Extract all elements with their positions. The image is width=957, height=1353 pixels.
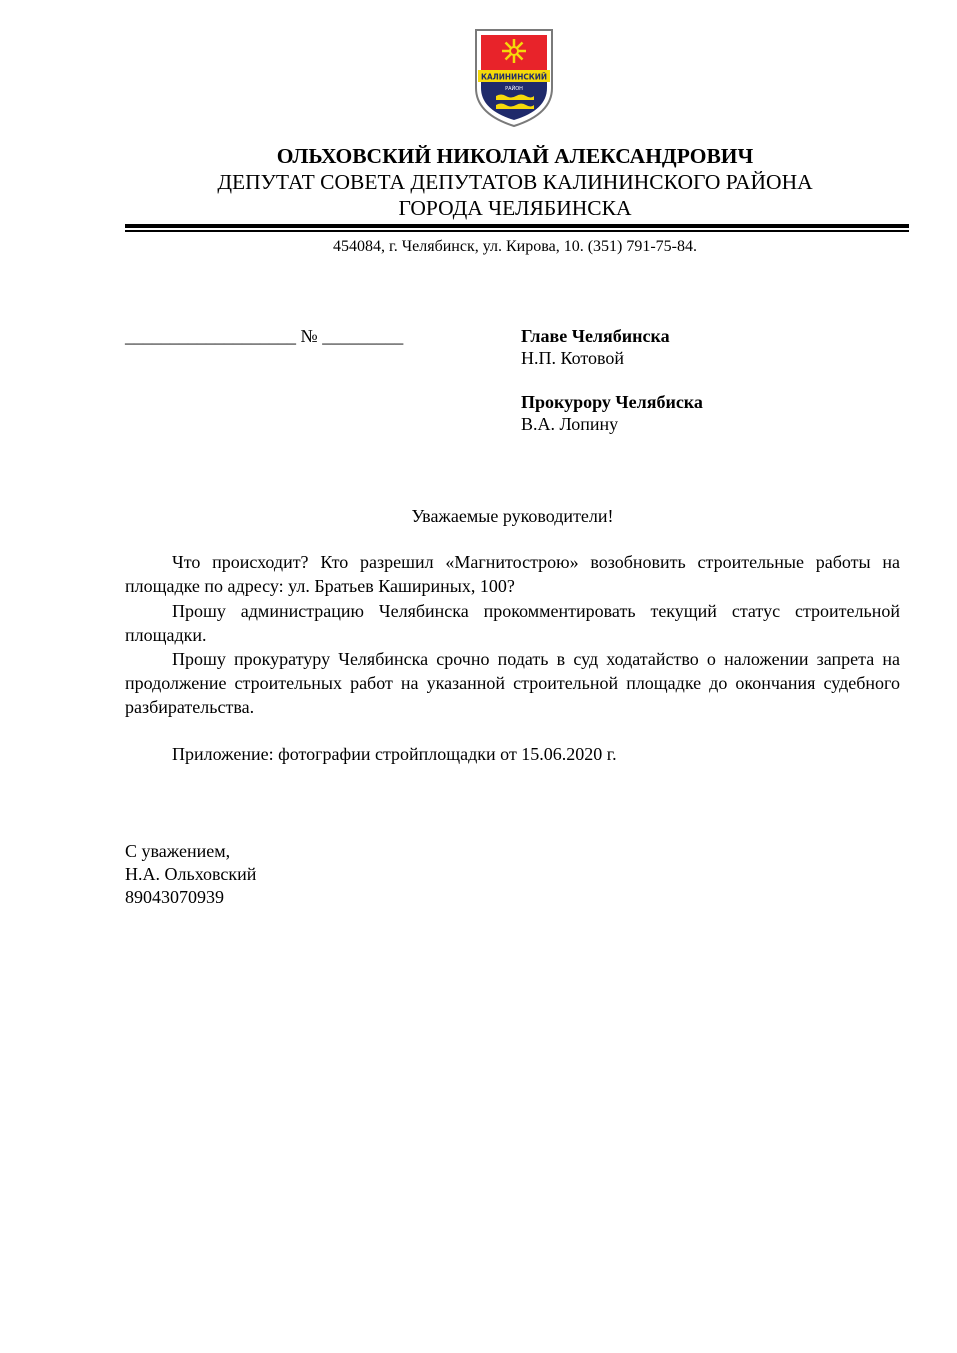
signature-closing: С уважением, <box>125 841 231 861</box>
header-rule-thick <box>125 224 909 228</box>
date-blank: ___________________ <box>125 326 296 346</box>
deputy-position-line1: ДЕПУТАТ СОВЕТА ДЕПУТАТОВ КАЛИНИНСКОГО РАЙОНА <box>217 170 813 194</box>
header-rule-thin <box>125 230 909 232</box>
emblem-text-top: КАЛИНИНСКИЙ <box>481 72 553 82</box>
recipient-2-title: Прокурору Челябиска <box>521 392 703 412</box>
recipient-1-title: Главе Челябинска <box>521 326 670 346</box>
recipient-1-name: Н.П. Котовой <box>521 348 625 368</box>
attachment-note: Приложение: фотографии стройплощадки от 15.06.2020 г. <box>172 744 617 764</box>
deputy-name: ОЛЬХОВСКИЙ НИКОЛАЙ АЛЕКСАНДРОВИЧ <box>276 144 754 168</box>
body-paragraph: Прошу администрацию Челябинска прокомментировать текущий статус строительной площадки. <box>125 601 900 645</box>
number-blank: _________ <box>322 326 404 346</box>
number-sign: № <box>300 326 318 346</box>
registration-line <box>125 325 403 348</box>
coat-of-arms-icon <box>474 26 554 128</box>
body-paragraph: Прошу прокуратуру Челябинска срочно подать в суд ходатайство о наложении запрета на продолжение строительных работ на указанной строительной площадке до окончания судебного разбирательства. <box>125 649 900 717</box>
signature-name: Н.А. Ольховский <box>125 864 257 884</box>
sun-icon <box>502 39 526 63</box>
emblem-text-bottom: РАЙОН <box>505 86 523 92</box>
signature-phone: 89043070939 <box>125 887 224 907</box>
deputy-position-line2: ГОРОДА ЧЕЛЯБИНСКА <box>398 196 632 220</box>
body-paragraph: Что происходит? Кто разрешил «Магнитострою» возобновить строительные работы на площадке по адресу: ул. Братьев Кашириных, 100? <box>125 552 900 596</box>
office-address: 454084, г. Челябинск, ул. Кирова, 10. (351) 791-75-84. <box>332 238 697 255</box>
recipient-2-name: В.А. Лопину <box>521 414 619 434</box>
greeting: Уважаемые руководители! <box>411 506 614 526</box>
